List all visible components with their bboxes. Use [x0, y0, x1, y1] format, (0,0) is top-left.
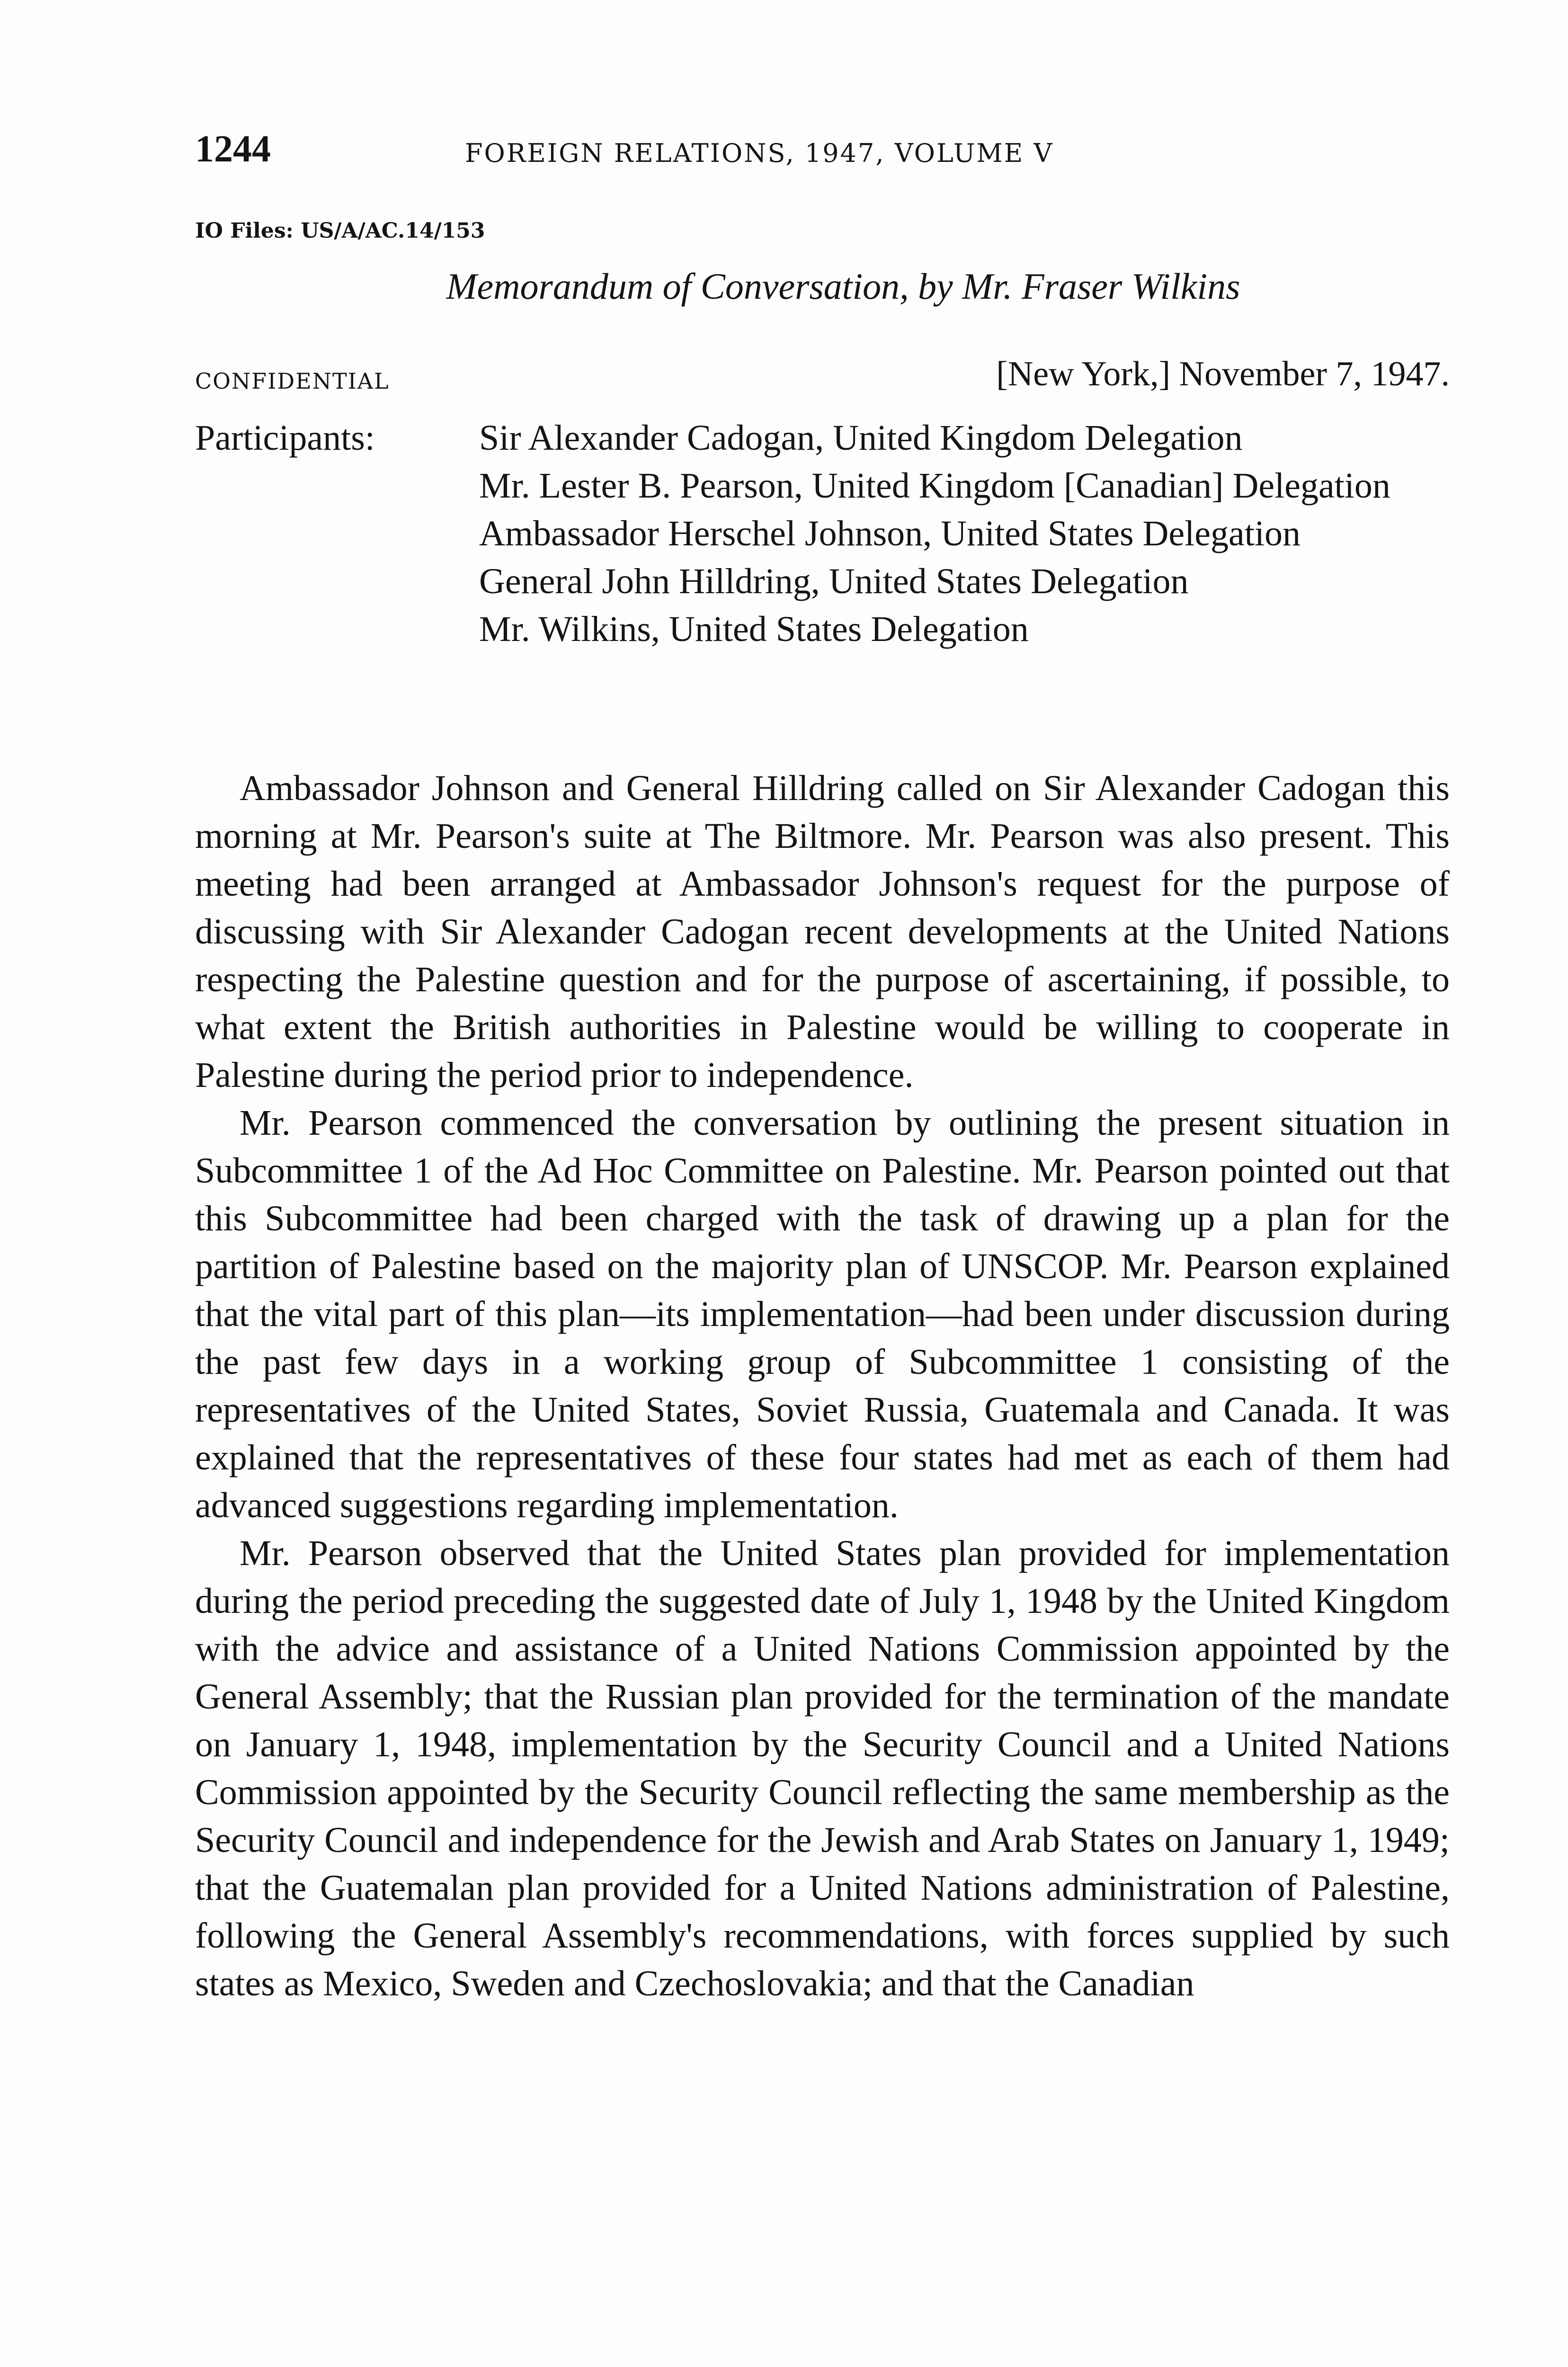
participants-list: [479, 414, 1450, 653]
document-title: Memorandum of Conversation, by Mr. Fraser Wilkins: [446, 266, 1240, 307]
running-head: FOREIGN RELATIONS, 1947, VOLUME V: [465, 138, 1054, 168]
participant-entry: Mr. Lester B. Pearson, United Kingdom [Canadian] Delegation: [479, 466, 1390, 506]
classification-line: [195, 354, 1450, 401]
page-header: [195, 128, 1222, 189]
body-paragraph: Mr. Pearson commenced the conversation by outlining the present situation in Subcommittee 1 of the Ad Hoc Committee on Palestine. Mr. Pearson pointed out that this Subcommittee had been charged with the task of drawing up a plan for the partition of Palestine based on the majority plan of UNSCOP. Mr. Pearson explained that the vital part of this plan—its implementation—had been under discussion during the past few days in a working group of Subcommittee 1 consisting of the representatives of the United States, Soviet Russia, Guatemala and Canada. It was explained that the representatives of these four states had met as each of them had advanced suggestions regarding implementation.: [195, 1103, 1450, 1525]
page-number: 1244: [195, 128, 271, 170]
classification-label: CONFIDENTIAL: [195, 368, 390, 394]
participant-entry: General John Hilldring, United States Delegation: [479, 561, 1189, 601]
participant-entry: Ambassador Herschel Johnson, United States Delegation: [479, 514, 1301, 553]
dateline: [New York,] November 7, 1947.: [996, 355, 1450, 393]
participant-entry: Mr. Wilkins, United States Delegation: [479, 609, 1029, 649]
participants-label: Participants:: [195, 418, 375, 458]
participant-entry: Sir Alexander Cadogan, United Kingdom Delegation: [479, 418, 1243, 458]
memo-body: [195, 765, 1450, 2008]
body-paragraph: Mr. Pearson observed that the United States plan provided for implementation during the period preceding the suggested date of July 1, 1948 by the United Kingdom with the advice and assistance of a United Nations Commission appointed by the General Assembly; that the Russian plan provided for the termination of the mandate on January 1, 1948, implementation by the Security Council and a United Nations Commission appointed by the Security Council reflecting the same membership as the Security Council and independence for the Jewish and Arab States on January 1, 1949; that the Guatemalan plan provided for a United Nations administration of Palestine, following the General Assembly's recommendations, with forces supplied by such states as Mexico, Sweden and Czechoslovakia; and that the Canadian: [195, 1533, 1450, 2003]
file-reference: IO Files: US/A/AC.14/153: [195, 219, 485, 243]
body-paragraph: Ambassador Johnson and General Hilldring called on Sir Alexander Cadogan this morning at Mr. Pearson's suite at The Biltmore. Mr. Pearson was also present. This meeting had been arranged at Ambassador Johnson's request for the purpose of discussing with Sir Alexander Cadogan recent developments at the United Nations respecting the Palestine question and for the purpose of ascertaining, if possible, to what extent the British authorities in Palestine would be willing to cooperate in Palestine during the period prior to independence.: [195, 768, 1450, 1095]
